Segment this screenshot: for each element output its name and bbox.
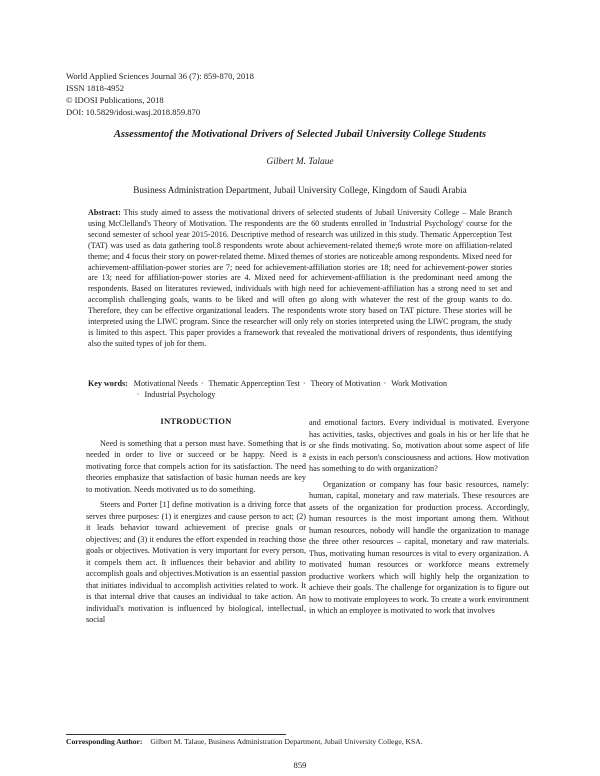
corresponding-author-label: Corresponding Author: <box>66 737 143 746</box>
journal-citation: World Applied Sciences Journal 36 (7): 859-870, 2018 <box>66 71 254 81</box>
keyword: Industrial Psychology <box>144 390 216 399</box>
issn: ISSN 1818-4952 <box>66 83 125 93</box>
body-paragraph: Organization or company has four basic resources, namely: human, capital, monetary and raw materials. These resources are assets of the organization for production process. Accordingly, human resources is the most important among them. Without human resources, nobody will handle the organization to manage the three other resources – capital, monetary and raw materials. Thus, motivating human resources is vital to every organization. A motivated human resources or workforce means extremely productive workers which will highly help the organization to achieve their goals. The challenge for organization is to figure out how to motivate employees to work. To create a work environment in which an employee is motivated to work that involves <box>309 479 529 615</box>
abstract-text: This study aimed to assess the motivational drivers of selected students of Jubail University College – Male Branch using McClelland's Theory of Motivation. The respondents are the 60 students enrolled in 'Industrial Psychology' course for the second semester of school year 2015-2016. Descriptive method of research was utilized in this study. Thematic Apperception Test (TAT) was used as data gathering tool.8 respondents wrote about achievement-related theme;6 wrote more on affiliation-related theme; and 4 focus their story on power-related theme. Mixed themes of stories are noticeable among respondents. Mixed need for achievement-affiliation-power stories are 7; need for achievement-affiliation stories are 18; need for achievement-power stories are 13; need for affiliation-power stories are 4. Mixed need for achievement-affiliation is the predominant need among the respondents. Based on literatures reviewed, individuals with high need for achievement-affiliation has a strong need to set and accomplish challenging goals, wants to be liked and will often go along with whatever the rest of the group wants to do. Therefore, they can be effective organizational leaders. The respondents wrote story based on TAT picture. These stories will be interpreted using the LIWC program. Since the researcher will only rely on stories interpreted using the LIWC program, the study is limited to this aspect. This paper provides a framework that revealed the motivational drivers of respondents, thus identifying also the suited types of job for them. <box>88 208 512 348</box>
abstract <box>88 208 512 350</box>
copyright: © IDOSI Publications, 2018 <box>66 95 164 105</box>
keywords <box>88 378 512 400</box>
keywords-label: Key words: <box>88 379 128 388</box>
body-column-left <box>86 416 306 630</box>
body-paragraph: Need is something that a person must have. Something that is needed in order to live or succeed or be happy. Need is a motivating force that compels action for its satisfaction. The need theories emphasize that satisfaction of basic human needs are key to motivation. Needs motivated us to do something. <box>86 438 306 494</box>
keyword: Thematic Apperception Test <box>208 379 300 388</box>
keywords-list: Motivational Needs · Thematic Apperception Test · Theory of Motivation · Work Motivation · Industrial Psychology <box>133 379 447 399</box>
journal-metadata <box>66 70 254 118</box>
author-affiliation: Business Administration Department, Jubail University College, Kingdom of Saudi Arabia <box>133 185 467 195</box>
body-paragraph: and emotional factors. Every individual is motivated. Everyone has activities, tasks, objectives and goals in his or her life that he or she finds motivating. So, motivation about some aspect of life exists in each person's consciousness and actions. How motivation has something to do with organization? <box>309 418 529 473</box>
keyword: Work Motivation <box>391 379 447 388</box>
keyword: Motivational Needs <box>133 379 198 388</box>
page-number: 859 <box>293 760 307 770</box>
author-name: Gilbert M. Talaue <box>266 157 334 167</box>
corresponding-author-text: Gilbert M. Talaue, Business Administration Department, Jubail University College, KSA. <box>150 737 423 746</box>
body-paragraph: Steers and Porter [1] define motivation is a driving force that serves three purposes: (1) it energizes and cause person to act; (2) it leads behavior toward achievement of precise goals or objectives; and (3) it endures the effort expended in reaching those goals or objectives. Motivation is very important for every person, it compels them act. It influences their behavior and ability to accomplish goals and objectives.Motivation is an essential passion that initiates individual to accomplish activities related to work. It is that internal drive that causes an individual to take action. An individual's motivation is influenced by biological, intellectual, social <box>86 500 306 624</box>
footnote-divider <box>66 734 286 735</box>
abstract-label: Abstract: <box>88 208 121 217</box>
keyword: Theory of Motivation <box>310 379 381 388</box>
corresponding-author <box>66 737 423 746</box>
doi: DOI: 10.5829/idosi.wasj.2018.859.870 <box>66 107 201 117</box>
paper-title: Assessmentof the Motivational Drivers of Selected Jubail University College Students <box>113 129 487 140</box>
section-heading-introduction: INTRODUCTION <box>160 416 232 426</box>
body-column-right <box>309 417 529 621</box>
